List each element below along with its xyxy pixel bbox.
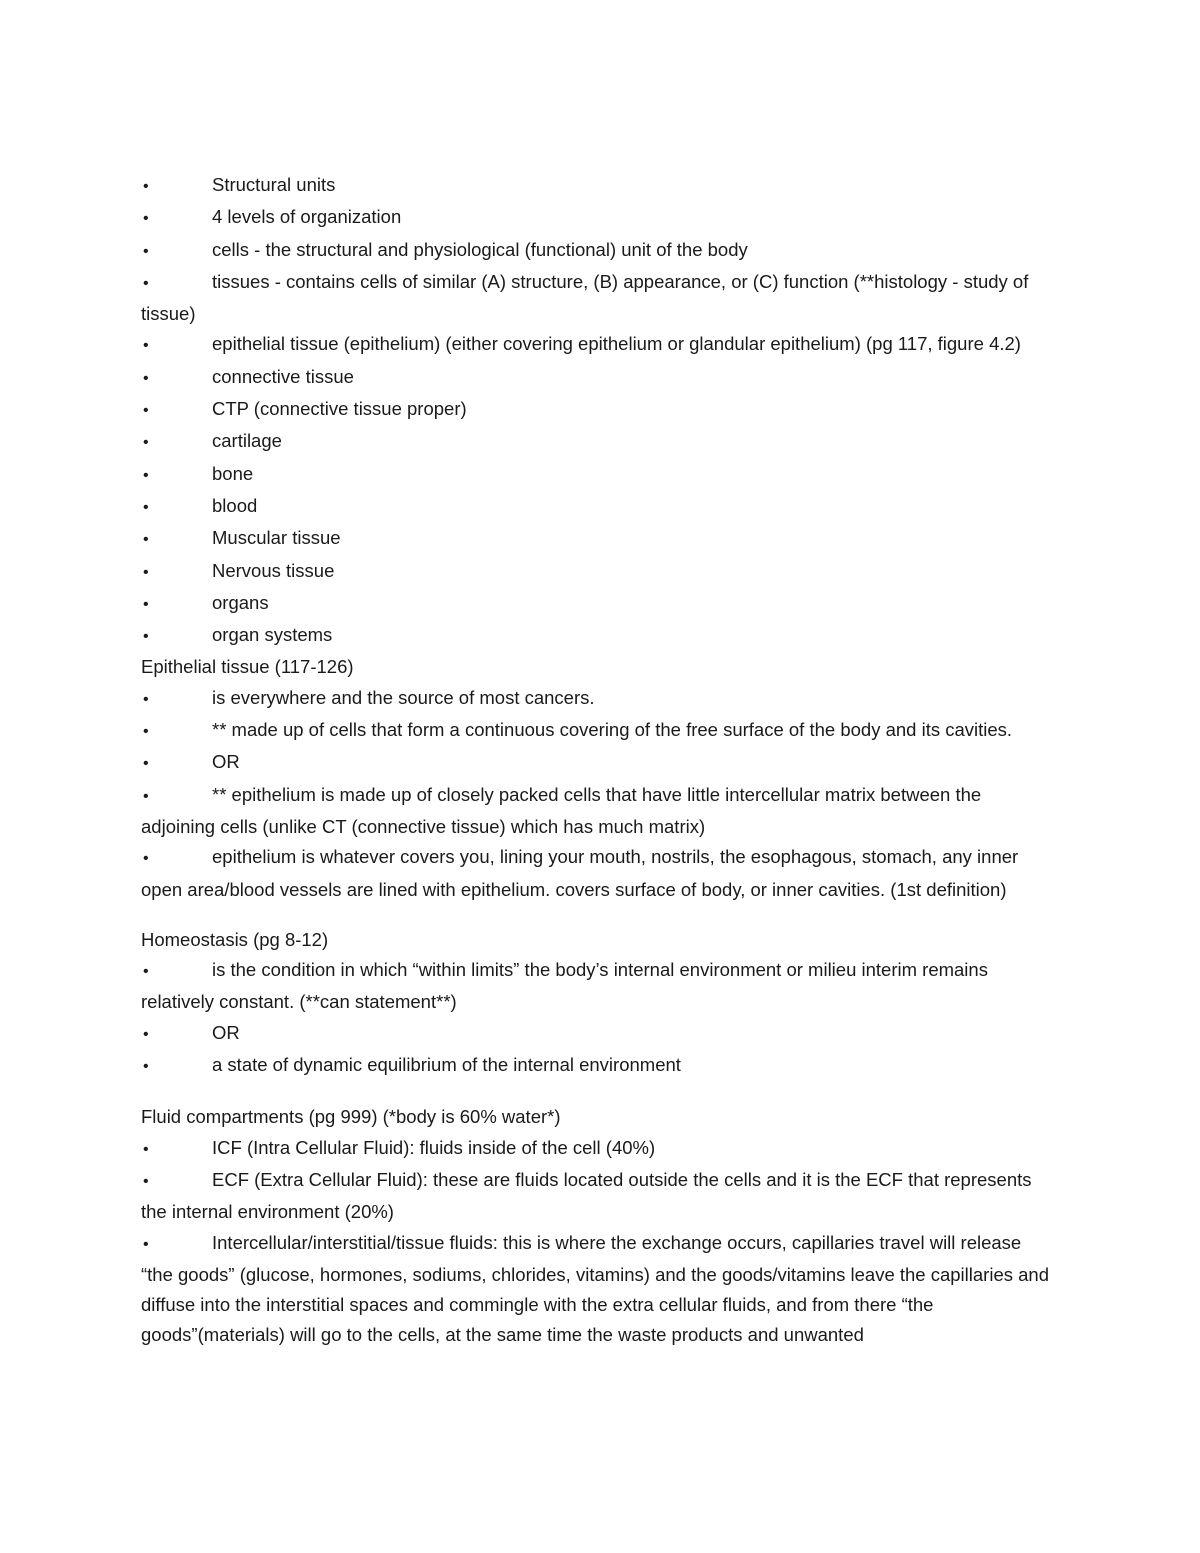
section-heading-fluid: Fluid compartments (pg 999) (*body is 60% water*) bbox=[141, 1106, 561, 1128]
list-item: • connective tissue bbox=[141, 362, 1056, 394]
spacer bbox=[141, 905, 1056, 925]
bullet-icon: • bbox=[143, 850, 149, 868]
bullet-icon: • bbox=[143, 963, 149, 981]
list-item: • cells - the structural and physiological (functional) unit of the body bbox=[141, 235, 1056, 267]
bullet-icon: • bbox=[143, 434, 149, 452]
bullet-icon: • bbox=[143, 337, 149, 355]
bullet-icon: • bbox=[143, 402, 149, 420]
list-item: • blood bbox=[141, 491, 1056, 523]
bullet-icon: • bbox=[143, 1058, 149, 1076]
list-item: • is everywhere and the source of most cancers. bbox=[141, 683, 1056, 715]
list-item: • epithelial tissue (epithelium) (either covering epithelium or glandular epithelium) (pg 117, figure 4.2) bbox=[141, 329, 1056, 361]
list-item: • ** epithelium is made up of closely packed cells that have little intercellular matrix between the adjoining cells (unlike CT (connective tissue) which has much matrix) bbox=[141, 783, 982, 837]
section-heading-homeostasis: Homeostasis (pg 8-12) bbox=[141, 928, 329, 950]
bullet-icon: • bbox=[143, 787, 149, 805]
bullet-icon: • bbox=[143, 369, 149, 387]
list-item: • epithelium is whatever covers you, lining your mouth, nostrils, the esophagous, stomach, any inner open area/blood vessels are lined with epithelium. covers surface of body, or inner cavities. (1st definition) bbox=[141, 846, 1019, 900]
bullet-icon: • bbox=[143, 466, 149, 484]
intro-list bbox=[141, 170, 1056, 652]
list-item: • is the condition in which “within limits” the body’s internal environment or milieu interim remains relatively constant. (**can statement**) bbox=[141, 959, 988, 1013]
list-item: • organs bbox=[141, 588, 1056, 620]
list-item: • OR bbox=[141, 1018, 1056, 1050]
list-item: • OR bbox=[141, 747, 1056, 779]
list-item: • bone bbox=[141, 459, 1056, 491]
bullet-icon: • bbox=[143, 1025, 149, 1043]
list-item: • ICF (Intra Cellular Fluid): fluids inside of the cell (40%) bbox=[141, 1133, 1056, 1165]
epithelial-list bbox=[141, 683, 1056, 905]
fluid-list bbox=[141, 1133, 1056, 1351]
bullet-icon: • bbox=[143, 274, 149, 292]
list-item: • Structural units bbox=[141, 170, 1056, 202]
list-item: • ECF (Extra Cellular Fluid): these are fluids located outside the cells and it is the ECF that represents the internal environment (20%) bbox=[141, 1168, 1032, 1223]
bullet-icon: • bbox=[143, 498, 149, 516]
bullet-icon: • bbox=[143, 531, 149, 549]
bullet-icon: • bbox=[143, 690, 149, 708]
bullet-icon: • bbox=[143, 210, 149, 228]
list-item: • tissues - contains cells of similar (A) structure, (B) appearance, or (C) function (**histology - study of tissue) bbox=[141, 270, 1029, 325]
list-item: • Muscular tissue bbox=[141, 523, 1056, 555]
list-item: • organ systems bbox=[141, 620, 1056, 652]
homeostasis-list bbox=[141, 955, 1056, 1082]
list-item: • 4 levels of organization bbox=[141, 202, 1056, 234]
bullet-icon: • bbox=[143, 723, 149, 741]
bullet-icon: • bbox=[143, 595, 149, 613]
document-body bbox=[141, 170, 1056, 1351]
section-heading-epithelial: Epithelial tissue (117-126) bbox=[141, 656, 354, 678]
list-item: • CTP (connective tissue proper) bbox=[141, 394, 1056, 426]
bullet-icon: • bbox=[143, 755, 149, 773]
bullet-icon: • bbox=[143, 1140, 149, 1158]
bullet-icon: • bbox=[143, 178, 149, 195]
list-item: • a state of dynamic equilibrium of the internal environment bbox=[141, 1050, 1056, 1082]
spacer bbox=[141, 1082, 1056, 1102]
bullet-icon: • bbox=[143, 563, 149, 581]
list-item: • ** made up of cells that form a continuous covering of the free surface of the body and its cavities. bbox=[141, 715, 1056, 747]
bullet-icon: • bbox=[143, 242, 149, 260]
list-item: • cartilage bbox=[141, 426, 1056, 458]
list-item: • Nervous tissue bbox=[141, 556, 1056, 588]
bullet-icon: • bbox=[143, 1172, 149, 1190]
bullet-icon: • bbox=[143, 1235, 149, 1253]
bullet-icon: • bbox=[143, 628, 149, 646]
list-item: • Intercellular/interstitial/tissue fluids: this is where the exchange occurs, capillaries travel will release “the goods” (glucose, hormones, sodiums, chlorides, vitamins) and the goods/vitamins leave the capillaries and diffuse into the interstitial spaces and commingle with the extra cellular fluids, and from there “the goods”(materials) will go to the cells, at the same time the waste products and unwanted bbox=[141, 1231, 1049, 1346]
